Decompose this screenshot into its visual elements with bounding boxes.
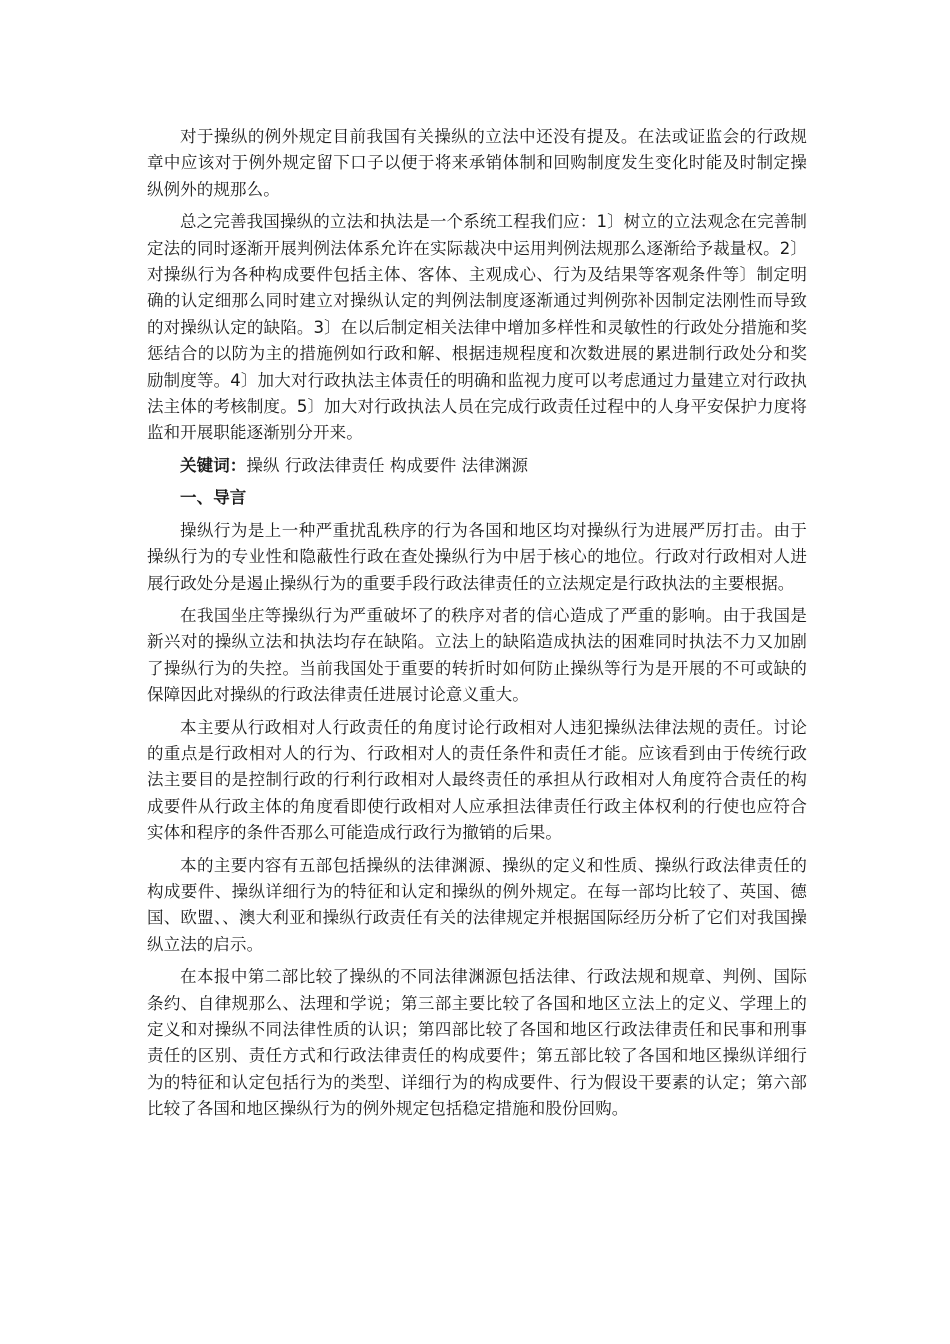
keywords-label: 关键词： [180,455,247,475]
paragraph-intro-3: 本主要从行政相对人行政责任的角度讨论行政相对人违犯操纵法律法规的责任。讨论的重点是行政相对人的行为、行政相对人的责任条件和责任才能。应该看到由于传统行政法主要目的是控制行政的行利行政相对人最终责任的承担从行政相对人角度符合责任的构成要件从行政主体的角度看即使行政相对人应承担法律责任行政主体权利的行使也应符合实体和程序的条件否那么可能造成行政行为撤销的后果。 [147,717,807,843]
paragraph-conclusion: 总之完善我国操纵的立法和执法是一个系统工程我们应：1〕树立的立法观念在完善制定法的同时逐渐开展判例法体系允许在实际裁决中运用判例法规那么逐渐给予裁量权。2〕对操纵行为各种构成要件包括主体、客体、主观成心、行为及结果等客观条件等〕制定明确的认定细那么同时建立对操纵认定的判例法制度逐渐通过判例弥补因制定法刚性而导致的对操纵认定的缺陷。3〕在以后制定相关法律中增加多样性和灵敏性的行政处分措施和奖惩结合的以防为主的措施例如行政和解、根据违规程度和次数进展的累进制行政处分和奖励制度等。4〕加大对行政执法主体责任的明确和监视力度可以考虑通过力量建立对行政执法主体的考核制度。5〕加大对行政执法人员在完成行政责任过程中的人身平安保护力度将监和开展职能逐渐别分开来。 [147,212,807,443]
section-heading-introduction: 一、导言 [180,488,247,508]
paragraph-intro-4: 本的主要内容有五部包括操纵的法律渊源、操纵的定义和性质、操纵行政法律责任的构成要件、操纵详细行为的特征和认定和操纵的例外规定。在每一部均比较了、英国、德国、欧盟、、澳大利亚和操纵行政责任有关的法律规定并根据国际经历分析了它们对我国操纵立法的启示。 [147,855,807,954]
paragraph-exception-rules: 对于操纵的例外规定目前我国有关操纵的立法中还没有提及。在法或证监会的行政规章中应该对于例外规定留下口子以便于将来承销体制和回购制度发生变化时能及时制定操纵例外的规那么。 [147,127,807,199]
keywords-line [147,453,807,479]
paragraph-intro-1: 操纵行为是上一种严重扰乱秩序的行为各国和地区均对操纵行为进展严厉打击。由于操纵行为的专业性和隐蔽性行政在查处操纵行为中居于核心的地位。行政对行政相对人进展行政处分是遏止操纵行为的重要手段行政法律责任的立法规定是行政执法的主要根据。 [147,520,807,593]
paragraph-intro-2: 在我国坐庄等操纵行为严重破坏了的秩序对者的信心造成了严重的影响。由于我国是新兴对的操纵立法和执法均存在缺陷。立法上的缺陷造成执法的困难同时执法不力又加剧了操纵行为的失控。当前我国处于重要的转折时如何防止操纵等行为是开展的不可或缺的保障因此对操纵的行政法律责任进展讨论意义重大。 [147,605,807,705]
document-page [147,124,807,1129]
paragraph-intro-5: 在本报中第二部比较了操纵的不同法律渊源包括法律、行政法规和规章、判例、国际条约、自律规那么、法理和学说；第三部主要比较了各国和地区立法上的定义、学理上的定义和对操纵不同法律性质的认识；第四部比较了各国和地区行政法律责任和民事和刑事责任的区别、责任方式和行政法律责任的构成要件；第五部比较了各国和地区操纵详细行为的特征和认定包括行为的类型、详细行为的构成要件、行为假设干要素的认定；第六部比较了各国和地区操纵行为的例外规定包括稳定措施和股份回购。 [147,967,807,1119]
keywords-text: 操纵 行政法律责任 构成要件 法律渊源 [246,455,529,475]
